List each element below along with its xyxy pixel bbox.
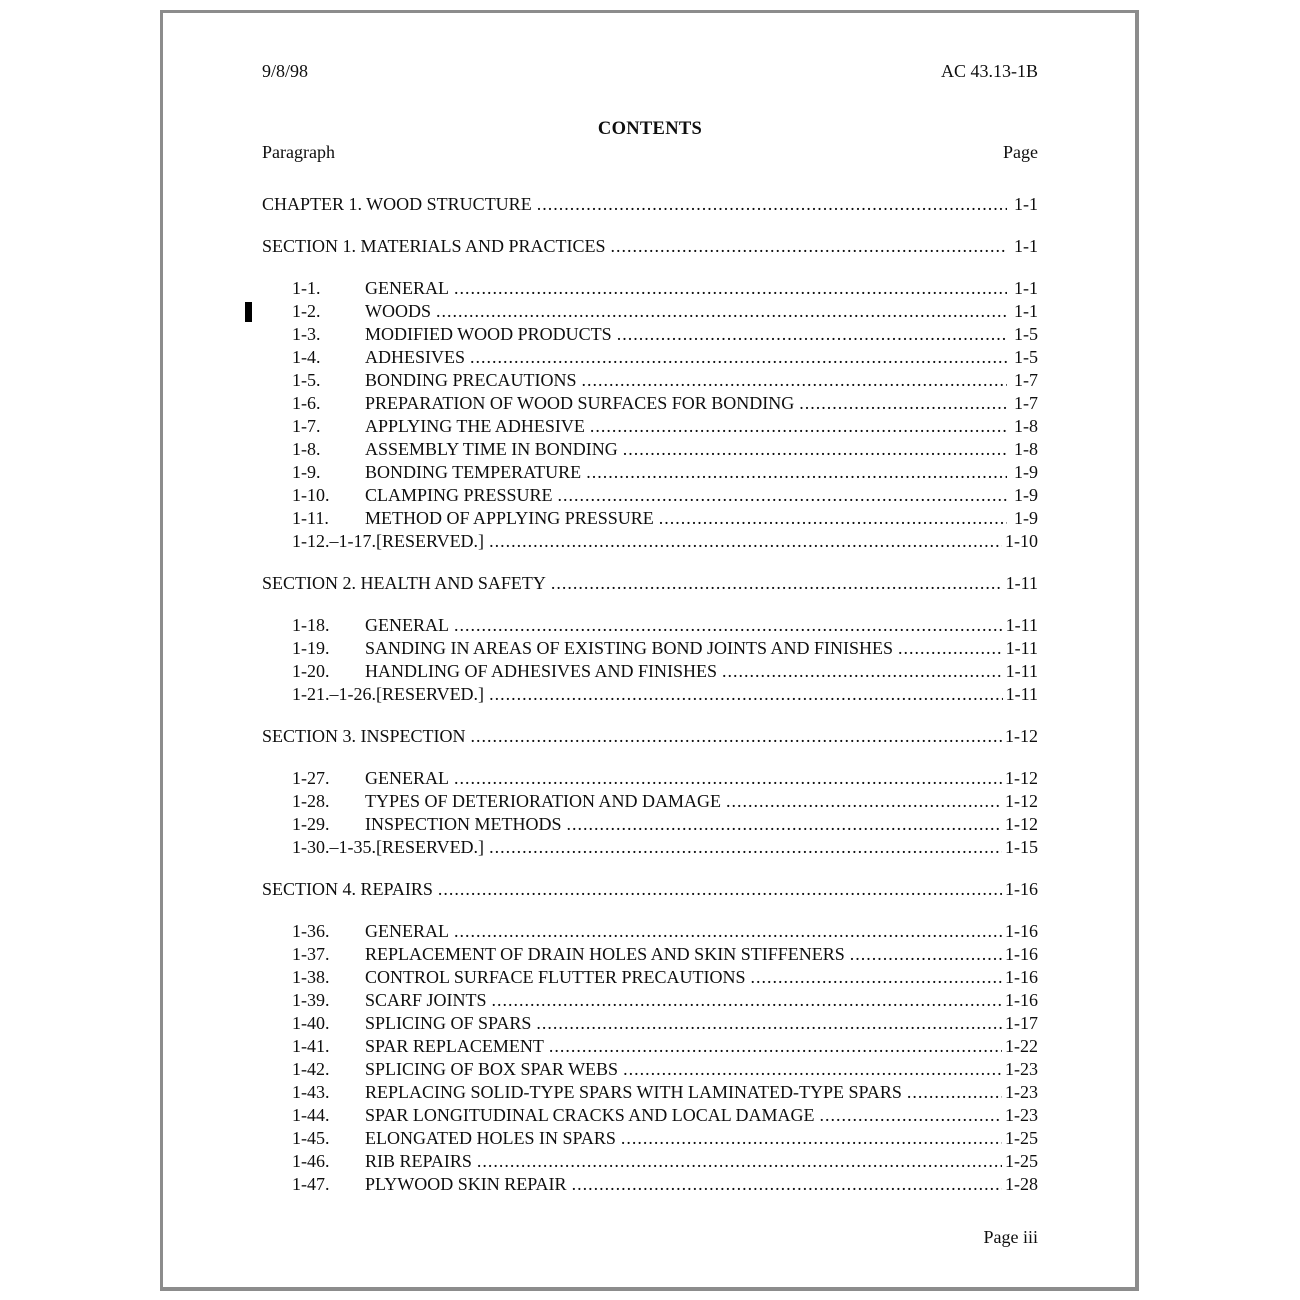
document-page: [160, 10, 1139, 1291]
toc-entry-title: SPAR REPLACEMENT: [365, 1036, 544, 1056]
toc-entry-number: 1-4.: [292, 347, 321, 367]
toc-entry-number: 1-9.: [292, 462, 321, 482]
toc-leader-dots: [537, 193, 1007, 216]
page-header: [262, 60, 1038, 83]
toc-leader-dots: [470, 346, 1007, 369]
page-number-footer: Page iii: [983, 1227, 1038, 1247]
toc-entry-page: 1-28: [1005, 1174, 1038, 1194]
toc-leader-dots: [722, 660, 1003, 683]
change-bar: [245, 302, 252, 322]
toc-leader-dots: [621, 1127, 1002, 1150]
toc-entry: [262, 966, 1038, 989]
toc-entry: [262, 484, 1038, 507]
toc-entry-number: 1-21.–1-26.: [292, 684, 376, 704]
toc-entry: [262, 767, 1038, 790]
toc-leader-dots: [489, 683, 1003, 706]
toc-entry-page: 1-10: [1005, 531, 1038, 551]
toc-leader-dots: [820, 1104, 1002, 1127]
toc-entry-title: PREPARATION OF WOOD SURFACES FOR BONDING: [365, 393, 795, 413]
toc-entry-number: 1-18.: [292, 615, 330, 635]
toc-leader-dots: [567, 813, 1002, 836]
toc-entry-title: SPLICING OF BOX SPAR WEBS: [365, 1059, 619, 1079]
column-headers: [262, 141, 1038, 164]
toc-entry-page: 1-9: [1014, 508, 1038, 528]
toc-entry-title: REPLACING SOLID-TYPE SPARS WITH LAMINATED-TYPE SPARS: [365, 1082, 902, 1102]
toc-entry-number: 1-12.–1-17.: [292, 531, 376, 551]
toc-entry-page: 1-12: [1005, 768, 1038, 788]
toc-entry: [262, 943, 1038, 966]
toc-leader-dots: [454, 277, 1007, 300]
toc-entry-title: SECTION 1. MATERIALS AND PRACTICES: [262, 236, 606, 256]
toc-leader-dots: [558, 484, 1007, 507]
toc-entry-page: 1-1: [1014, 278, 1038, 298]
toc-entry-page: 1-1: [1014, 301, 1038, 321]
toc-entry-page: 1-11: [1005, 684, 1038, 704]
toc-leader-dots: [489, 836, 1002, 859]
toc-entry-title: GENERAL: [365, 768, 449, 788]
toc-leader-dots: [898, 637, 1003, 660]
toc-leader-dots: [586, 461, 1007, 484]
toc-entry-title: INSPECTION METHODS: [365, 814, 562, 834]
toc-entry-number: 1-28.: [292, 791, 330, 811]
toc-leader-dots: [590, 415, 1007, 438]
toc-entry-title: REPLACEMENT OF DRAIN HOLES AND SKIN STIFFENERS: [365, 944, 845, 964]
toc-entry-title: TYPES OF DETERIORATION AND DAMAGE: [365, 791, 722, 811]
toc-entry-page: 1-5: [1014, 347, 1038, 367]
toc-entry-page: 1-25: [1005, 1151, 1038, 1171]
toc-entry-title: GENERAL: [365, 278, 449, 298]
toc-leader-dots: [454, 920, 1002, 943]
toc-entry-title: BONDING PRECAUTIONS: [365, 370, 577, 390]
toc-leader-dots: [492, 989, 1002, 1012]
toc-leader-dots: [471, 725, 1002, 748]
toc-entry: [262, 277, 1038, 300]
toc-entry-page: 1-12: [1005, 791, 1038, 811]
toc-entry: [262, 530, 1038, 553]
toc-entry-number: 1-6.: [292, 393, 321, 413]
toc-leader-dots: [551, 572, 1003, 595]
toc-entry-title: HANDLING OF ADHESIVES AND FINISHES: [365, 661, 718, 681]
toc-entry-page: 1-11: [1005, 661, 1038, 681]
toc-entry: [262, 235, 1038, 258]
toc-entry: [262, 572, 1038, 595]
toc-entry-page: 1-16: [1005, 921, 1038, 941]
toc-entry-title: ELONGATED HOLES IN SPARS: [365, 1128, 616, 1148]
toc-entry-title: CONTROL SURFACE FLUTTER PRECAUTIONS: [365, 967, 746, 987]
toc-entry-number: 1-40.: [292, 1013, 330, 1033]
toc-entry-number: 1-11.: [292, 508, 329, 528]
header-doc-number: AC 43.13-1B: [940, 61, 1038, 81]
toc-entry-number: 1-41.: [292, 1036, 330, 1056]
toc-entry-number: 1-39.: [292, 990, 330, 1010]
toc-entry-title: BONDING TEMPERATURE: [365, 462, 582, 482]
toc-entry-page: 1-16: [1005, 879, 1038, 899]
toc-entry-number: 1-47.: [292, 1174, 330, 1194]
toc-leader-dots: [438, 878, 1002, 901]
toc-entry-number: 1-2.: [292, 301, 321, 321]
toc-entry-title: SCARF JOINTS: [365, 990, 487, 1010]
toc-entry-title: ADHESIVES: [365, 347, 466, 367]
header-date: 9/8/98: [262, 61, 309, 81]
toc-entry-page: 1-16: [1005, 944, 1038, 964]
toc-leader-dots: [751, 966, 1002, 989]
toc-entry-page: 1-25: [1005, 1128, 1038, 1148]
toc-leader-dots: [454, 767, 1002, 790]
toc-entry-title: SANDING IN AREAS OF EXISTING BOND JOINTS AND FINISHES: [365, 638, 894, 658]
toc-entry: [262, 1150, 1038, 1173]
toc-entry-page: 1-23: [1005, 1059, 1038, 1079]
toc-entry-page: 1-16: [1005, 967, 1038, 987]
page-content: [163, 60, 1135, 1196]
toc-entry-page: 1-8: [1014, 439, 1038, 459]
toc-entry: [262, 614, 1038, 637]
toc-entry-title: ASSEMBLY TIME IN BONDING: [365, 439, 618, 459]
toc-entry-page: 1-1: [1014, 236, 1038, 256]
toc-entry-page: 1-1: [1014, 194, 1038, 214]
toc-entry-page: 1-23: [1005, 1082, 1038, 1102]
toc-entry-page: 1-16: [1005, 990, 1038, 1010]
toc-entry-title: METHOD OF APPLYING PRESSURE: [365, 508, 654, 528]
toc-entry-number: 1-42.: [292, 1059, 330, 1079]
toc-entry: [262, 392, 1038, 415]
paragraph-column-header: Paragraph: [262, 142, 335, 162]
toc-leader-dots: [572, 1173, 1002, 1196]
toc-leader-dots: [617, 323, 1007, 346]
toc-entry-title: RIB REPAIRS: [365, 1151, 472, 1171]
toc-entry: [262, 1104, 1038, 1127]
toc-leader-dots: [623, 438, 1007, 461]
toc-entry-page: 1-22: [1005, 1036, 1038, 1056]
toc-entry-title: MODIFIED WOOD PRODUCTS: [365, 324, 612, 344]
toc-entry-title: [RESERVED.]: [376, 531, 485, 551]
toc-entry-page: 1-11: [1005, 573, 1038, 593]
toc-entry-title: PLYWOOD SKIN REPAIR: [365, 1174, 567, 1194]
toc-entry: [262, 507, 1038, 530]
toc-entry-number: 1-46.: [292, 1151, 330, 1171]
toc-entry: [262, 461, 1038, 484]
toc-entry-title: APPLYING THE ADHESIVE: [365, 416, 585, 436]
toc-entry-page: 1-5: [1014, 324, 1038, 344]
toc-entry-number: 1-5.: [292, 370, 321, 390]
toc-entry: [262, 438, 1038, 461]
toc-entry-title: GENERAL: [365, 615, 449, 635]
toc-entry-page: 1-7: [1014, 393, 1038, 413]
toc-entry-page: 1-9: [1014, 485, 1038, 505]
toc-entry: [262, 1058, 1038, 1081]
toc-entry-number: 1-44.: [292, 1105, 330, 1125]
toc-entry: [262, 920, 1038, 943]
toc-entry-number: 1-3.: [292, 324, 321, 344]
toc-entry-number: 1-8.: [292, 439, 321, 459]
toc-entry-page: 1-7: [1014, 370, 1038, 390]
toc-entry: [262, 193, 1038, 216]
toc-entry: [262, 813, 1038, 836]
toc-entry-title: WOODS: [365, 301, 431, 321]
toc-entry-number: 1-45.: [292, 1128, 330, 1148]
toc-entry-page: 1-12: [1005, 814, 1038, 834]
contents-title: CONTENTS: [597, 119, 703, 139]
toc-entry-number: 1-19.: [292, 638, 330, 658]
toc-leader-dots: [907, 1081, 1002, 1104]
toc-leader-dots: [726, 790, 1002, 813]
toc-leader-dots: [611, 235, 1007, 258]
toc-entry: [262, 1127, 1038, 1150]
toc-entry-title: CLAMPING PRESSURE: [365, 485, 553, 505]
toc-entry: [262, 878, 1038, 901]
toc-entry-page: 1-11: [1005, 638, 1038, 658]
toc-leader-dots: [436, 300, 1007, 323]
toc-list: [262, 193, 1038, 1196]
toc-entry: [262, 660, 1038, 683]
toc-entry-title: SPLICING OF SPARS: [365, 1013, 532, 1033]
toc-entry-title: [RESERVED.]: [376, 684, 485, 704]
toc-leader-dots: [477, 1150, 1002, 1173]
toc-leader-dots: [850, 943, 1002, 966]
toc-entry: [262, 300, 1038, 323]
toc-entry-number: 1-29.: [292, 814, 330, 834]
toc-entry: [262, 790, 1038, 813]
toc-entry: [262, 369, 1038, 392]
toc-entry-number: 1-1.: [292, 278, 321, 298]
page-column-header: Page: [1003, 142, 1038, 162]
toc-entry-page: 1-9: [1014, 462, 1038, 482]
toc-entry: [262, 637, 1038, 660]
toc-entry-page: 1-17: [1005, 1013, 1038, 1033]
toc-entry-number: 1-38.: [292, 967, 330, 987]
toc-entry-number: 1-10.: [292, 485, 330, 505]
toc-entry-page: 1-15: [1005, 837, 1038, 857]
toc-entry: [262, 683, 1038, 706]
toc-entry-title: SECTION 2. HEALTH AND SAFETY: [262, 573, 546, 593]
toc-leader-dots: [799, 392, 1007, 415]
toc-entry: [262, 323, 1038, 346]
toc-entry-title: GENERAL: [365, 921, 449, 941]
toc-entry: [262, 1173, 1038, 1196]
toc-entry: [262, 725, 1038, 748]
toc-entry-title: SECTION 3. INSPECTION: [262, 726, 466, 746]
toc-entry-title: CHAPTER 1. WOOD STRUCTURE: [262, 194, 532, 214]
toc-entry: [262, 1081, 1038, 1104]
toc-entry-page: 1-11: [1005, 615, 1038, 635]
toc-leader-dots: [659, 507, 1007, 530]
toc-entry-number: 1-27.: [292, 768, 330, 788]
toc-entry-page: 1-12: [1005, 726, 1038, 746]
toc-entry-page: 1-8: [1014, 416, 1038, 436]
toc-entry-page: 1-23: [1005, 1105, 1038, 1125]
toc-entry-number: 1-20.: [292, 661, 330, 681]
toc-entry: [262, 346, 1038, 369]
toc-leader-dots: [623, 1058, 1002, 1081]
toc-entry-number: 1-37.: [292, 944, 330, 964]
toc-leader-dots: [549, 1035, 1002, 1058]
toc-leader-dots: [536, 1012, 1002, 1035]
toc-entry-title: SECTION 4. REPAIRS: [262, 879, 433, 899]
toc-leader-dots: [489, 530, 1002, 553]
toc-entry: [262, 415, 1038, 438]
toc-entry-number: 1-30.–1-35.: [292, 837, 376, 857]
toc-entry-number: 1-36.: [292, 921, 330, 941]
toc-entry: [262, 989, 1038, 1012]
toc-entry-number: 1-7.: [292, 416, 321, 436]
toc-entry-title: [RESERVED.]: [376, 837, 485, 857]
toc-entry: [262, 836, 1038, 859]
toc-entry-number: 1-43.: [292, 1082, 330, 1102]
toc-leader-dots: [454, 614, 1003, 637]
toc-entry-title: SPAR LONGITUDINAL CRACKS AND LOCAL DAMAGE: [365, 1105, 815, 1125]
toc-entry: [262, 1012, 1038, 1035]
toc-leader-dots: [582, 369, 1007, 392]
toc-entry: [262, 1035, 1038, 1058]
